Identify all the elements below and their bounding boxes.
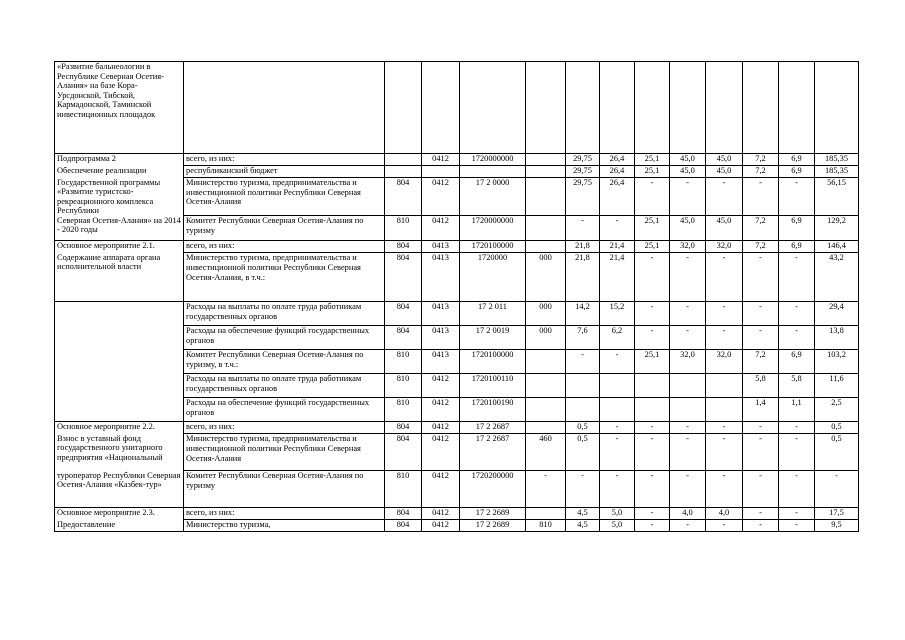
value-cell [670,398,706,422]
target-code-cell [460,166,526,178]
program-name-cell: Предоставление [55,520,184,532]
value-cell: 0,5 [566,422,600,434]
value-cell [600,62,635,154]
section-code-cell: 0413 [422,350,460,374]
value-cell: 45,0 [670,216,706,241]
value-cell: 45,0 [670,154,706,166]
grbs-cell [385,166,422,178]
value-cell: 25,1 [635,241,670,253]
value-cell: - [779,508,815,520]
program-name-cell [55,374,184,398]
executor-cell: всего, из них: [184,241,385,253]
expense-type-cell [526,398,566,422]
executor-cell: Министерство туризма, предпринимательства и инвестиционной политики Республики Северная Осетия-Алания, в т.ч.: [184,253,385,302]
program-name-cell: Взнос в уставный фонд государственного унитарного предприятия «Национальный [55,434,184,471]
target-code-cell [460,62,526,154]
value-cell: 45,0 [706,166,743,178]
value-cell [670,374,706,398]
program-name-cell [55,302,184,326]
value-cell [566,398,600,422]
budget-table [54,61,859,532]
executor-cell: Министерство туризма, [184,520,385,532]
program-name-cell: «Развитие бальнеологии в Республике Северная Осетия-Алания» на базе Кора-Урсдонской, Тибской, Кармадонской, Таминской инвестиционных площадок [55,62,184,154]
value-cell: 25,1 [635,154,670,166]
value-cell: 32,0 [670,350,706,374]
table-row [55,326,859,350]
target-code-cell: 1720000 [460,253,526,302]
grbs-cell: 810 [385,471,422,508]
grbs-cell: 810 [385,398,422,422]
table-row [55,471,859,508]
value-cell: 26,4 [600,166,635,178]
value-cell: 17,5 [815,508,859,520]
grbs-cell: 810 [385,216,422,241]
value-cell [635,398,670,422]
table-row [55,350,859,374]
value-cell [670,62,706,154]
value-cell: 6,9 [779,241,815,253]
value-cell: - [635,471,670,508]
value-cell: 29,75 [566,166,600,178]
value-cell: 32,0 [706,241,743,253]
executor-cell: Расходы на выплаты по оплате труда работникам государственных органов [184,302,385,326]
value-cell: - [706,302,743,326]
value-cell: 4,5 [566,520,600,532]
grbs-cell: 804 [385,253,422,302]
value-cell: 4,0 [670,508,706,520]
value-cell: 5,0 [600,508,635,520]
program-name-cell: Обеспечение реализации [55,166,184,178]
value-cell: - [706,178,743,216]
value-cell: - [743,434,779,471]
program-name-cell [55,350,184,374]
value-cell: - [743,508,779,520]
section-code-cell [422,166,460,178]
section-code-cell: 0412 [422,154,460,166]
value-cell: 7,2 [743,166,779,178]
program-name-cell: Основное мероприятие 2.1. [55,241,184,253]
value-cell: - [670,471,706,508]
executor-cell: Расходы на обеспечение функций государственных органов [184,326,385,350]
section-code-cell: 0412 [422,508,460,520]
target-code-cell: 17 2 0000 [460,178,526,216]
value-cell: 21,8 [566,253,600,302]
program-name-cell [55,326,184,350]
value-cell [566,62,600,154]
value-cell: 13,8 [815,326,859,350]
value-cell: - [779,422,815,434]
executor-cell: Расходы на выплаты по оплате труда работникам государственных органов [184,374,385,398]
value-cell: 5,8 [743,374,779,398]
grbs-cell: 804 [385,508,422,520]
value-cell [566,374,600,398]
value-cell: - [600,434,635,471]
executor-cell: Комитет Республики Северная Осетия-Алания по туризму, в т.ч.: [184,350,385,374]
grbs-cell [385,62,422,154]
value-cell [743,62,779,154]
executor-cell [184,62,385,154]
table-row [55,154,859,166]
value-cell: - [566,471,600,508]
grbs-cell [385,154,422,166]
target-code-cell: 17 2 011 [460,302,526,326]
value-cell: 129,2 [815,216,859,241]
grbs-cell: 804 [385,422,422,434]
value-cell: - [635,326,670,350]
value-cell: - [635,508,670,520]
value-cell: 25,1 [635,216,670,241]
executor-cell: Министерство туризма, предпринимательства и инвестиционной политики Республики Северная Осетия-Алания [184,434,385,471]
expense-type-cell [526,422,566,434]
expense-type-cell [526,241,566,253]
expense-type-cell: 460 [526,434,566,471]
value-cell: 29,75 [566,178,600,216]
value-cell: - [600,350,635,374]
executor-cell: всего, из них: [184,422,385,434]
target-code-cell: 1720200000 [460,471,526,508]
value-cell: - [670,326,706,350]
section-code-cell: 0412 [422,471,460,508]
grbs-cell: 804 [385,241,422,253]
value-cell [635,62,670,154]
value-cell: - [779,302,815,326]
executor-cell: Расходы на обеспечение функций государственных органов [184,398,385,422]
value-cell: 21,8 [566,241,600,253]
grbs-cell: 804 [385,178,422,216]
value-cell: 32,0 [706,350,743,374]
section-code-cell: 0413 [422,302,460,326]
value-cell: 6,9 [779,166,815,178]
value-cell: - [635,302,670,326]
value-cell: - [779,520,815,532]
grbs-cell: 804 [385,434,422,471]
value-cell: 6,9 [779,216,815,241]
value-cell: 26,4 [600,178,635,216]
value-cell [600,398,635,422]
value-cell: 7,2 [743,154,779,166]
value-cell: 29,4 [815,302,859,326]
value-cell: - [779,434,815,471]
grbs-cell: 804 [385,302,422,326]
expense-type-cell: 810 [526,520,566,532]
value-cell: 5,0 [600,520,635,532]
value-cell: 15,2 [600,302,635,326]
value-cell: 21,4 [600,253,635,302]
value-cell: - [743,326,779,350]
value-cell: 185,35 [815,166,859,178]
executor-cell: Комитет Республики Северная Осетия-Алания по туризму [184,471,385,508]
value-cell: - [635,520,670,532]
value-cell: 185,35 [815,154,859,166]
executor-cell: Министерство туризма, предпринимательства и инвестиционной политики Республики Северная Осетия-Алания [184,178,385,216]
program-name-cell [55,398,184,422]
value-cell: 7,2 [743,350,779,374]
program-name-cell: туроператор Республики Северная Осетия-Алания «Казбек-тур» [55,471,184,508]
value-cell: - [635,253,670,302]
value-cell: - [706,253,743,302]
expense-type-cell [526,154,566,166]
value-cell: - [706,471,743,508]
target-code-cell: 17 2 2689 [460,520,526,532]
value-cell: 146,4 [815,241,859,253]
value-cell: 14,2 [566,302,600,326]
table-row [55,302,859,326]
value-cell: - [670,434,706,471]
value-cell: - [706,422,743,434]
value-cell: 45,0 [706,216,743,241]
value-cell: 0,5 [566,434,600,471]
section-code-cell: 0412 [422,374,460,398]
table-row [55,178,859,216]
value-cell: - [779,178,815,216]
value-cell: - [635,178,670,216]
grbs-cell: 804 [385,520,422,532]
value-cell: - [635,434,670,471]
value-cell: - [743,178,779,216]
section-code-cell: 0413 [422,253,460,302]
expense-type-cell: 000 [526,326,566,350]
value-cell: - [743,302,779,326]
value-cell: 45,0 [670,166,706,178]
expense-type-cell [526,508,566,520]
table-row [55,253,859,302]
table-row [55,166,859,178]
section-code-cell [422,62,460,154]
value-cell: - [635,422,670,434]
expense-type-cell [526,178,566,216]
value-cell: 9,5 [815,520,859,532]
value-cell: 6,9 [779,154,815,166]
value-cell: - [566,216,600,241]
value-cell: 7,2 [743,216,779,241]
expense-type-cell: - [526,471,566,508]
value-cell: - [566,350,600,374]
value-cell: 1,4 [743,398,779,422]
value-cell: 5,8 [779,374,815,398]
target-code-cell: 17 2 2689 [460,508,526,520]
value-cell: 2,5 [815,398,859,422]
value-cell: 45,0 [706,154,743,166]
value-cell: - [743,253,779,302]
value-cell: 7,2 [743,241,779,253]
expense-type-cell [526,166,566,178]
table-row [55,216,859,241]
value-cell: 32,0 [670,241,706,253]
value-cell [635,374,670,398]
value-cell: 7,6 [566,326,600,350]
table-row [55,434,859,471]
target-code-cell: 17 2 2687 [460,434,526,471]
program-name-cell: Основное мероприятие 2.2. [55,422,184,434]
value-cell: - [600,422,635,434]
expense-type-cell: 000 [526,302,566,326]
section-code-cell: 0412 [422,434,460,471]
program-name-cell: Подпрограмма 2 [55,154,184,166]
section-code-cell: 0413 [422,241,460,253]
table-row [55,508,859,520]
section-code-cell: 0412 [422,520,460,532]
value-cell: - [706,326,743,350]
value-cell: - [670,520,706,532]
value-cell: - [779,253,815,302]
value-cell: 0,5 [815,434,859,471]
executor-cell: всего, из них: [184,508,385,520]
target-code-cell: 17 2 2687 [460,422,526,434]
grbs-cell: 804 [385,326,422,350]
value-cell: - [743,520,779,532]
value-cell: - [670,302,706,326]
value-cell: 0,5 [815,422,859,434]
section-code-cell: 0412 [422,178,460,216]
value-cell: - [779,471,815,508]
expense-type-cell [526,374,566,398]
table-row [55,422,859,434]
value-cell: - [706,520,743,532]
value-cell: 26,4 [600,154,635,166]
value-cell: 29,75 [566,154,600,166]
program-name-cell: Основное мероприятие 2.3. [55,508,184,520]
value-cell: 103,2 [815,350,859,374]
target-code-cell: 1720100110 [460,374,526,398]
value-cell [706,374,743,398]
value-cell: 6,2 [600,326,635,350]
target-code-cell: 1720000000 [460,216,526,241]
table-row [55,374,859,398]
section-code-cell: 0412 [422,216,460,241]
expense-type-cell [526,216,566,241]
expense-type-cell [526,62,566,154]
expense-type-cell [526,350,566,374]
value-cell: 1,1 [779,398,815,422]
program-name-cell: Северная Осетия-Алания» на 2014 - 2020 годы [55,216,184,241]
section-code-cell: 0413 [422,326,460,350]
value-cell: 4,0 [706,508,743,520]
table-row [55,241,859,253]
table-row [55,62,859,154]
expense-type-cell: 000 [526,253,566,302]
value-cell: - [670,253,706,302]
value-cell: - [706,434,743,471]
grbs-cell: 810 [385,374,422,398]
section-code-cell: 0412 [422,422,460,434]
value-cell: - [743,471,779,508]
value-cell: 43,2 [815,253,859,302]
executor-cell: республиканский бюджет [184,166,385,178]
table-row [55,520,859,532]
target-code-cell: 1720100000 [460,350,526,374]
target-code-cell: 1720100000 [460,241,526,253]
value-cell: - [600,216,635,241]
value-cell: - [600,471,635,508]
value-cell: 25,1 [635,350,670,374]
value-cell: - [743,422,779,434]
value-cell: 25,1 [635,166,670,178]
program-name-cell: Государственной программы «Развитие туристско-рекреационного комплекса Республики [55,178,184,216]
value-cell: - [815,471,859,508]
target-code-cell: 17 2 0019 [460,326,526,350]
value-cell: 21,4 [600,241,635,253]
value-cell: - [779,326,815,350]
value-cell: - [670,178,706,216]
value-cell: 6,9 [779,350,815,374]
value-cell: 56,15 [815,178,859,216]
value-cell: 11,6 [815,374,859,398]
value-cell: - [670,422,706,434]
value-cell [706,398,743,422]
target-code-cell: 1720000000 [460,154,526,166]
program-name-cell: Содержание аппарата органа исполнительной власти [55,253,184,302]
table-row [55,398,859,422]
value-cell [815,62,859,154]
value-cell [600,374,635,398]
target-code-cell: 1720100190 [460,398,526,422]
executor-cell: Комитет Республики Северная Осетия-Алания по туризму [184,216,385,241]
section-code-cell: 0412 [422,398,460,422]
value-cell [706,62,743,154]
value-cell: 4,5 [566,508,600,520]
grbs-cell: 810 [385,350,422,374]
value-cell [779,62,815,154]
executor-cell: всего, из них: [184,154,385,166]
